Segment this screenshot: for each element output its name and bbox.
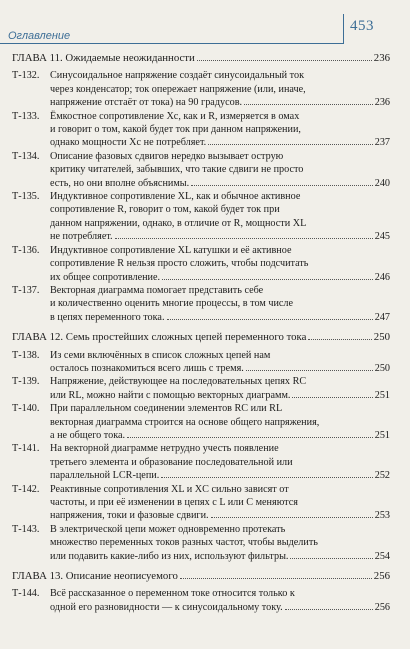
entry-label: Т-142.	[12, 483, 40, 495]
chapter-heading[interactable]	[0, 331, 410, 344]
entry-label: Т-140.	[12, 403, 40, 415]
entry-page: 250	[374, 362, 390, 374]
entry-label: Т-141.	[12, 443, 40, 455]
leader-dots	[161, 477, 372, 478]
entry-page: 251	[374, 429, 390, 441]
leader-dots	[127, 437, 373, 438]
entry-text-line: или подавить какие-либо из них, используют фильтры.	[50, 550, 289, 562]
entry-label: Т-133.	[12, 110, 40, 122]
entry-text-line: критику читателей, забывших, что такие сдвиги не просто	[50, 164, 304, 176]
leader-dots	[290, 558, 372, 559]
entry-text-line: а не общего тока.	[50, 429, 126, 441]
entry-text-line: не потребляет.	[50, 231, 113, 243]
entry-page: 240	[374, 177, 390, 189]
toc-entry[interactable]	[0, 69, 410, 109]
entry-text-line: данном напряжении, однако, в отличие от R, мощности XL	[50, 217, 307, 229]
toc-entry[interactable]	[0, 523, 410, 563]
entry-text-line: Реактивные сопротивления XL и XC сильно зависят от	[50, 483, 289, 495]
entry-text-line: однако мощности Хс не потребляет.	[50, 137, 207, 149]
entry-label: Т-143.	[12, 523, 40, 535]
entry-text-line: через конденсатор; ток опережает напряжение (или, иначе,	[50, 83, 306, 95]
chapter-title: ГЛАВА 11. Ожидаемые неожиданности	[12, 52, 195, 64]
entry-page: 236	[374, 97, 390, 109]
entry-text-line: и говорит о том, какой будет ток при данном напряжении,	[50, 124, 301, 136]
leader-dots	[162, 279, 373, 280]
chapter-page: 236	[373, 52, 390, 64]
entry-text-line: На векторной диаграмме нетрудно учесть появление	[50, 443, 279, 455]
entry-text-line: напряжение отстаёт от тока) на 90 градусов.	[50, 97, 243, 109]
toc-entry[interactable]	[0, 284, 410, 324]
leader-dots	[197, 60, 372, 61]
entry-text-line: векторная диаграмма строится на основе общего напряжения,	[50, 416, 320, 428]
entry-text-line: в цепях переменного тока.	[50, 311, 165, 323]
entry-text-line: Векторная диаграмма помогает представить себе	[50, 284, 264, 296]
entry-text-line: множество переменных токов разных частот, чтобы выделить	[50, 537, 318, 549]
table-of-contents	[0, 52, 410, 614]
entry-page: 247	[374, 311, 390, 323]
entry-page: 256	[374, 601, 390, 613]
entry-text-line: Всё рассказанное о переменном токе относится только к	[50, 588, 295, 600]
entry-text-line: и количественно оценить многие процессы, в том числе	[50, 298, 294, 310]
entry-text-line: осталось познакомиться всего лишь с тремя.	[50, 362, 244, 374]
chapter-heading[interactable]	[0, 570, 410, 583]
entry-text-line: Синусоидальное напряжение создаёт синусоидальный ток	[50, 70, 305, 82]
entry-text-line: есть, но они вполне объяснимы.	[50, 177, 190, 189]
entry-text-line: В электрической цепи может одновременно протекать	[50, 523, 286, 535]
entry-page: 251	[374, 389, 390, 401]
chapter-title: ГЛАВА 13. Описание неописуемого	[12, 570, 178, 583]
entry-label: Т-136.	[12, 244, 40, 256]
leader-dots	[211, 517, 373, 518]
section-title: Оглавление	[8, 30, 71, 42]
leader-dots	[246, 370, 373, 371]
toc-entry[interactable]	[0, 110, 410, 150]
entry-page: 253	[374, 510, 390, 522]
leader-dots	[208, 144, 373, 145]
entry-text-line: напряжения, токи и фазовые сдвиги.	[50, 510, 209, 522]
entry-label: Т-135.	[12, 191, 40, 203]
entry-text-line: третьего элемента и образование последовательной или	[50, 456, 293, 468]
entry-text-line: или RL, можно найти с помощью векторных диаграмм.	[50, 389, 291, 401]
chapter-page: 256	[373, 570, 390, 583]
toc-entry[interactable]	[0, 190, 410, 244]
entry-text-line: сопротивление R нельзя просто сложить, чтобы подсчитать	[50, 258, 309, 270]
entry-text-line: частоты, и при её изменении в цепях с L или С меняются	[50, 497, 298, 508]
chapter-page: 250	[373, 331, 390, 344]
entry-text-line: их общее сопротивление.	[50, 271, 161, 283]
entry-label: Т-137.	[12, 284, 40, 296]
entry-page: 252	[374, 470, 390, 482]
entry-text-line: параллельной LCR-цепи.	[50, 470, 160, 482]
page-number: 453	[350, 18, 374, 34]
leader-dots	[180, 578, 372, 579]
toc-entry[interactable]	[0, 402, 410, 442]
chapter-title: ГЛАВА 12. Семь простейших сложных цепей переменного тока	[12, 331, 307, 344]
entry-text-line: Индуктивное сопротивление XL катушки и её активное	[50, 244, 292, 256]
entry-text-line: Описание фазовых сдвигов нередко вызывает острую	[50, 150, 284, 162]
entry-label: Т-144.	[12, 588, 40, 600]
entry-text-line: Индуктивное сопротивление XL, как и обычное активное	[50, 191, 301, 203]
entry-label: Т-138.	[12, 349, 40, 361]
entry-text-line: При параллельном соединении элементов RC или RL	[50, 403, 283, 415]
header-divider	[343, 14, 344, 44]
entry-text-line: Напряжение, действующее на последовательных цепях RC	[50, 376, 307, 388]
entry-page: 245	[374, 231, 390, 243]
header-rule	[0, 43, 343, 44]
chapter-heading[interactable]	[0, 52, 410, 65]
entry-label: Т-139.	[12, 376, 40, 388]
leader-dots	[167, 319, 373, 320]
toc-entry[interactable]	[0, 442, 410, 482]
toc-entry[interactable]	[0, 244, 410, 284]
entry-text-line: Из семи включённых в список сложных цепей нам	[50, 349, 271, 361]
toc-entry[interactable]	[0, 150, 410, 190]
toc-entry[interactable]	[0, 375, 410, 402]
toc-entry[interactable]	[0, 587, 410, 614]
leader-dots	[292, 397, 372, 398]
toc-entry[interactable]	[0, 349, 410, 376]
toc-entry[interactable]	[0, 483, 410, 523]
entry-page: 246	[374, 271, 390, 283]
leader-dots	[115, 238, 373, 239]
entry-text-line: сопротивление R, говорит о том, какой будет ток при	[50, 204, 280, 216]
entry-label: Т-134.	[12, 150, 40, 162]
leader-dots	[191, 185, 373, 186]
leader-dots	[244, 104, 373, 105]
leader-dots	[308, 339, 371, 340]
entry-text-line: Ёмкостное сопротивление Хс, как и R, измеряется в омах	[50, 110, 300, 122]
page-header	[0, 0, 410, 44]
entry-label: Т-132.	[12, 70, 40, 82]
leader-dots	[285, 609, 373, 610]
entry-text-line: одной его разновидности — к синусоидальному току.	[50, 601, 283, 613]
entry-page: 254	[374, 550, 390, 562]
entry-page: 237	[374, 137, 390, 149]
